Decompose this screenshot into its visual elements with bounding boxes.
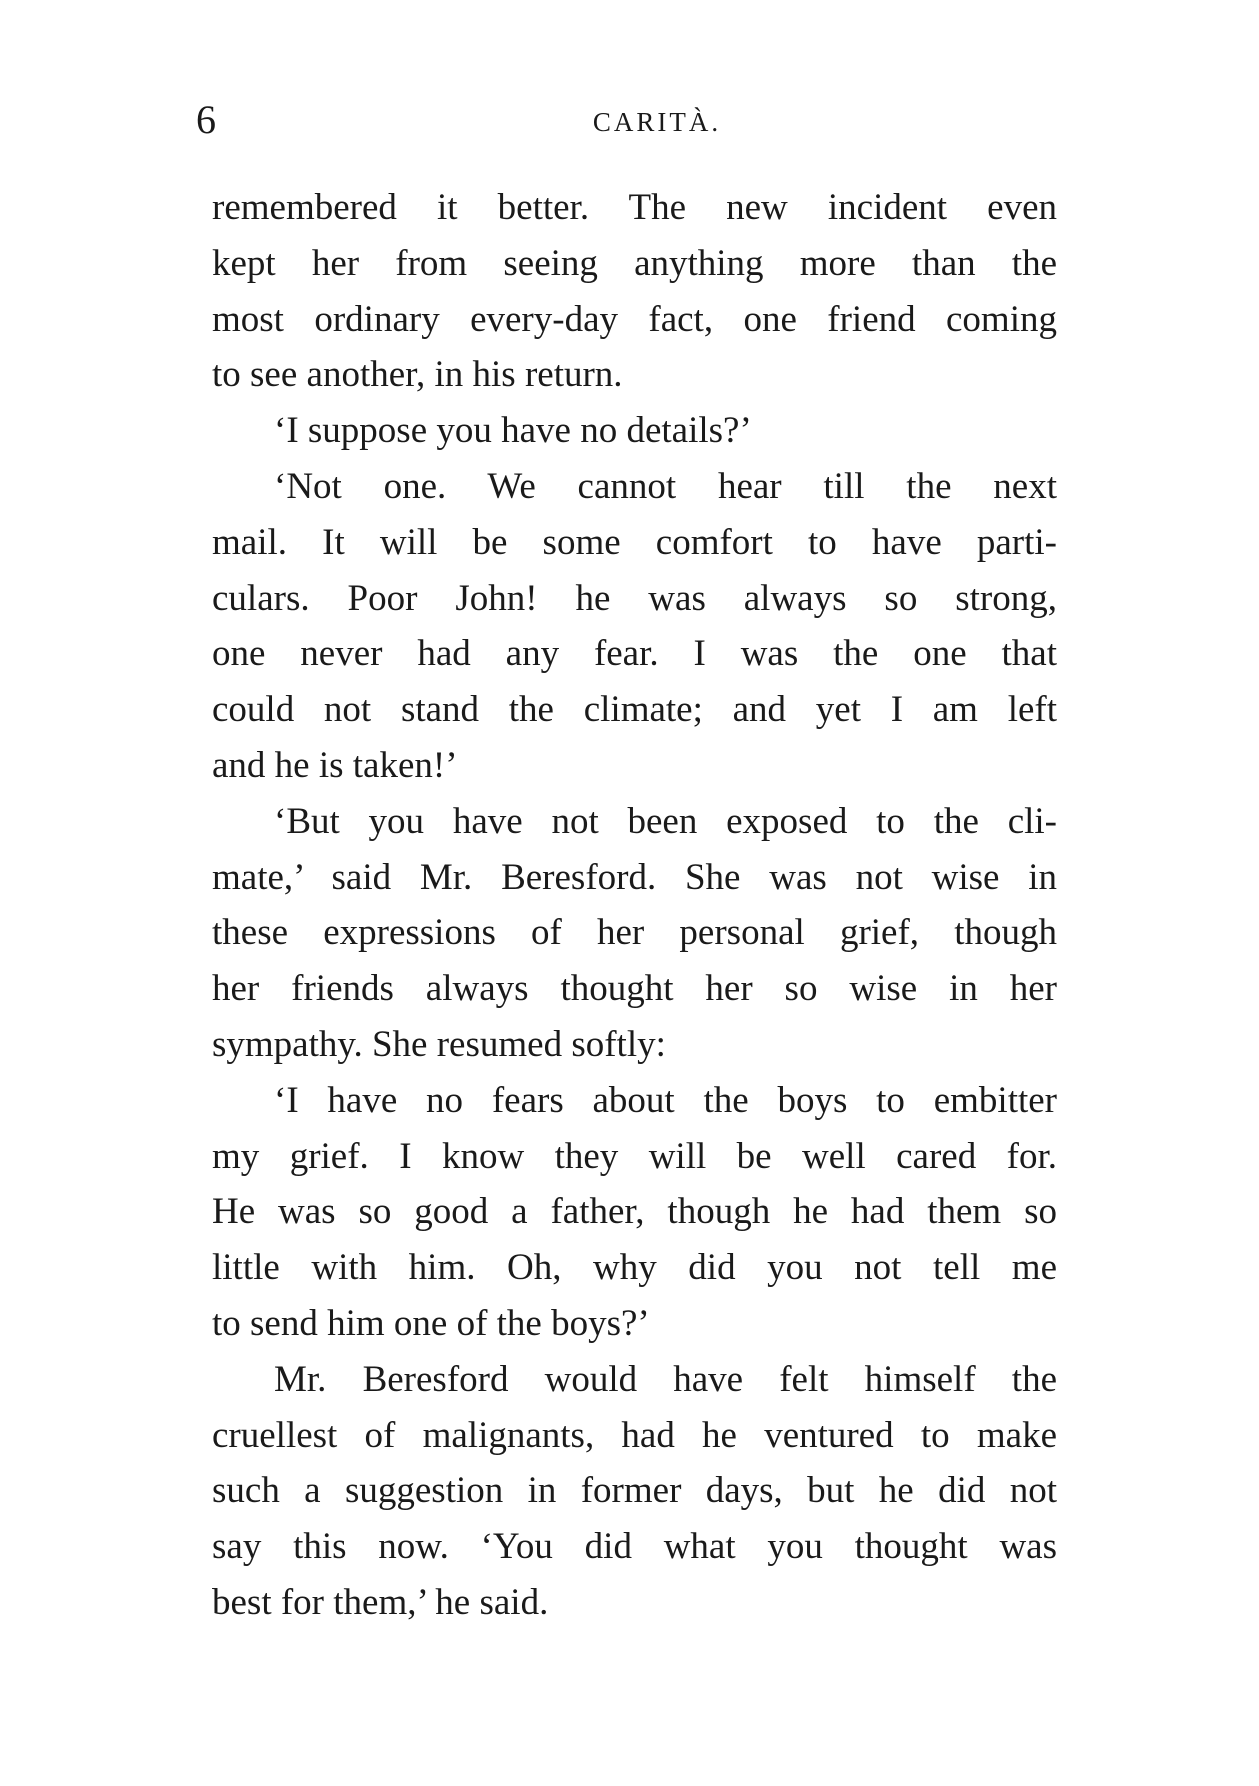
body-line: such a suggestion in former days, but he did not: [212, 1470, 1057, 1512]
running-head: [196, 96, 1062, 146]
body-line: ‘Not one. We cannot hear till the next: [274, 465, 1057, 507]
body-line: He was so good a father, though he had them so: [212, 1191, 1057, 1233]
page-number: 6: [196, 97, 216, 142]
body-line: culars. Poor John! he was always so strong,: [212, 577, 1057, 619]
body-line: to see another, in his return.: [212, 354, 623, 396]
body-line: say this now. ‘You did what you thought was: [212, 1526, 1057, 1568]
body-line: best for them,’ he said.: [212, 1581, 549, 1623]
body-line: my grief. I know they will be well cared for.: [212, 1135, 1057, 1177]
body-line: mail. It will be some comfort to have parti-: [212, 521, 1057, 563]
body-line: ‘I suppose you have no details?’: [274, 410, 752, 452]
body-line: most ordinary every-day fact, one friend coming: [212, 298, 1057, 340]
body-line: ‘I have no fears about the boys to embitter: [274, 1079, 1057, 1121]
body-line: remembered it better. The new incident even: [212, 187, 1057, 228]
body-line: and he is taken!’: [212, 744, 458, 786]
body-line: these expressions of her personal grief, though: [212, 912, 1057, 954]
body-line: little with him. Oh, why did you not tell me: [212, 1247, 1057, 1289]
running-title: CARITÀ.: [592, 107, 722, 137]
body-line: ‘But you have not been exposed to the cli-: [274, 800, 1057, 842]
body-line: sympathy. She resumed softly:: [212, 1023, 666, 1065]
body-line: could not stand the climate; and yet I am left: [212, 689, 1057, 731]
body-line: mate,’ said Mr. Beresford. She was not wise in: [212, 856, 1057, 898]
body-line: Mr. Beresford would have felt himself the: [274, 1358, 1057, 1400]
body-line: cruellest of malignants, had he ventured to make: [212, 1414, 1057, 1456]
body-line: to send him one of the boys?’: [212, 1302, 650, 1344]
body-text: [212, 180, 1057, 1631]
body-line: kept her from seeing anything more than the: [212, 242, 1057, 284]
body-line: one never had any fear. I was the one that: [212, 633, 1057, 675]
body-line: her friends always thought her so wise in her: [212, 968, 1057, 1010]
